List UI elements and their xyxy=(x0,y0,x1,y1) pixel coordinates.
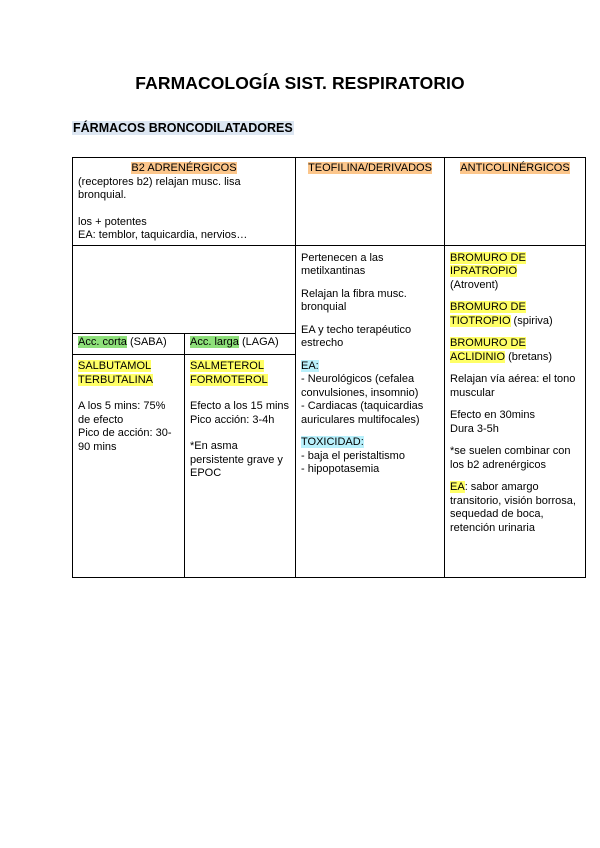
anticol-drug-2-note: (spiriva) xyxy=(510,314,553,327)
anticol-ea-label: EA xyxy=(450,481,465,493)
anticol-drug-2: BROMURO DE TIOTROPIO xyxy=(450,301,526,327)
b2-desc-3: EA: temblor, taquicardia, nervios… xyxy=(78,229,248,241)
saba-label-hl: Acc. corta xyxy=(78,336,127,348)
laga-line-2: Pico acción: 3-4h xyxy=(190,413,275,426)
teofilina-header: TEOFILINA/DERIVADOS xyxy=(308,162,432,174)
anticol-header-cell xyxy=(445,158,586,246)
b2-desc-1: (receptores b2) relajan musc. lisa bronquial. xyxy=(78,175,241,201)
b2-spacer xyxy=(73,245,296,334)
page-title: FARMACOLOGÍA SIST. RESPIRATORIO xyxy=(135,73,465,93)
laga-body xyxy=(185,355,296,578)
laga-label-hl: Acc. larga xyxy=(190,336,239,348)
anticol-drug-3-note: (bretans) xyxy=(505,350,553,363)
laga-drug-2: FORMOTEROL xyxy=(190,373,268,386)
anticol-body xyxy=(445,245,586,578)
b2-cell xyxy=(73,158,296,246)
laga-drug-1: SALMETEROL xyxy=(190,360,264,372)
teofilina-p3: EA y techo terapéutico estrecho xyxy=(301,323,412,349)
anticol-header: ANTICOLINÉRGICOS xyxy=(460,162,570,174)
saba-label-rest: (SABA) xyxy=(126,336,167,348)
anticol-drug-3: BROMURO DE ACLIDINIO xyxy=(450,337,526,363)
teofilina-header-cell xyxy=(296,158,445,246)
saba-label-cell xyxy=(73,334,185,355)
teofilina-tox-1: - baja el peristaltismo xyxy=(301,449,405,462)
anticol-ea-text: : sabor amargo transitorio, visión borrosa, sequedad de boca, retención urinaria xyxy=(450,481,576,534)
teofilina-body xyxy=(296,245,445,578)
teofilina-ea-1: - Neurológicos (cefalea convulsiones, insomnio) xyxy=(301,373,419,399)
anticol-p1: Relajan vía aérea: el tono muscular xyxy=(450,373,576,399)
saba-drug-1: SALBUTAMOL xyxy=(78,360,152,372)
drugs-table xyxy=(72,157,586,578)
anticol-p2b: Dura 3-5h xyxy=(450,422,499,435)
laga-line-1: Efecto a los 15 mins xyxy=(190,400,290,412)
b2-header: B2 ADRENÉRGICOS xyxy=(131,162,237,174)
teofilina-p1: Pertenecen a las metilxantinas xyxy=(301,251,384,277)
anticol-p3: *se suelen combinar con los b2 adrenérgicos xyxy=(450,445,571,471)
saba-body xyxy=(73,355,185,578)
teofilina-ea-2: - Cardiacas (taquicardias auriculares multifocales) xyxy=(301,400,424,426)
teofilina-tox-label: TOXICIDAD: xyxy=(301,436,364,448)
teofilina-tox-2: - hipopotasemia xyxy=(301,463,380,475)
saba-line-2: Pico de acción: 30-90 mins xyxy=(78,427,172,453)
saba-line-1: A los 5 mins: 75% de efecto xyxy=(78,400,166,426)
teofilina-ea-label: EA: xyxy=(301,359,319,372)
saba-drug-2: TERBUTALINA xyxy=(78,373,153,386)
laga-label-rest: (LAGA) xyxy=(238,336,279,348)
b2-desc-2: los + potentes xyxy=(78,215,147,228)
section-subtitle: FÁRMACOS BRONCODILATADORES xyxy=(73,121,293,135)
teofilina-p2: Relajan la fibra musc. bronquial xyxy=(301,287,407,313)
anticol-drug-1-note: (Atrovent) xyxy=(450,278,499,291)
anticol-p2a: Efecto en 30mins xyxy=(450,409,535,421)
laga-label-cell xyxy=(185,334,296,355)
laga-line-3: *En asma persistente grave y EPOC xyxy=(190,440,283,479)
anticol-drug-1: BROMURO DE IPRATROPIO xyxy=(450,251,526,277)
